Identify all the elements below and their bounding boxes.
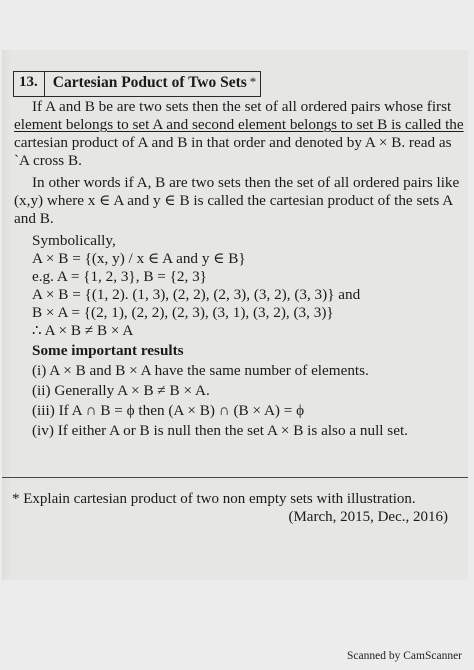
para1-line1: If A and B be are two sets then the set of all ordered pairs whose first (32, 98, 452, 115)
para2-line1: In other words if A, B are two sets then the set of all ordered pairs like (32, 174, 460, 191)
section-heading (13, 71, 261, 97)
cartesian-definition: A × B = {(x, y) / x ∈ A and y ∈ B} (32, 250, 246, 267)
para2-line2: (x,y) where x ∈ A and y ∈ B is called the cartesian product of the sets A (14, 192, 454, 209)
result-item: (iv) If either A or B is null then the set A × B is also a null set. (32, 422, 408, 439)
symbolically-label: Symbolically, (32, 232, 116, 249)
section-title: Cartesian Poduct of Two Sets (52, 74, 247, 91)
exam-question: * Explain cartesian product of two non empty sets with illustration. (12, 491, 416, 507)
important-star: * (249, 74, 257, 89)
section-number: 13. (14, 72, 45, 96)
para1-line3: cartesian product of A and B in that order and denoted by A × B. read as (14, 134, 452, 151)
textbook-page (2, 50, 468, 580)
conclusion: ∴ A × B ≠ B × A (32, 322, 134, 339)
a-cross-b: A × B = {(1, 2). (1, 3), (2, 2), (2, 3), (3, 2), (3, 3)} and (32, 286, 361, 303)
example-sets: e.g. A = {1, 2, 3}, B = {2, 3} (32, 268, 207, 285)
result-item: (iii) If A ∩ B = ϕ then (A × B) ∩ (B × A) = ϕ (32, 402, 305, 419)
result-item: (i) A × B and B × A have the same number of elements. (32, 362, 369, 379)
result-item: (ii) Generally A × B ≠ B × A. (32, 382, 210, 399)
scanner-watermark: Scanned by CamScanner (347, 650, 462, 662)
para2-line3: and B. (14, 210, 54, 227)
divider (2, 477, 468, 478)
results-heading: Some important results (32, 342, 184, 359)
para1-line4: `A cross B. (14, 152, 82, 169)
para1-line2: element belongs to set A and second element belongs to set B is called the (14, 116, 464, 133)
exam-reference: (March, 2015, Dec., 2016) (288, 509, 448, 525)
b-cross-a: B × A = {(2, 1), (2, 2), (2, 3), (3, 1), (3, 2), (3, 3)} (32, 304, 334, 321)
